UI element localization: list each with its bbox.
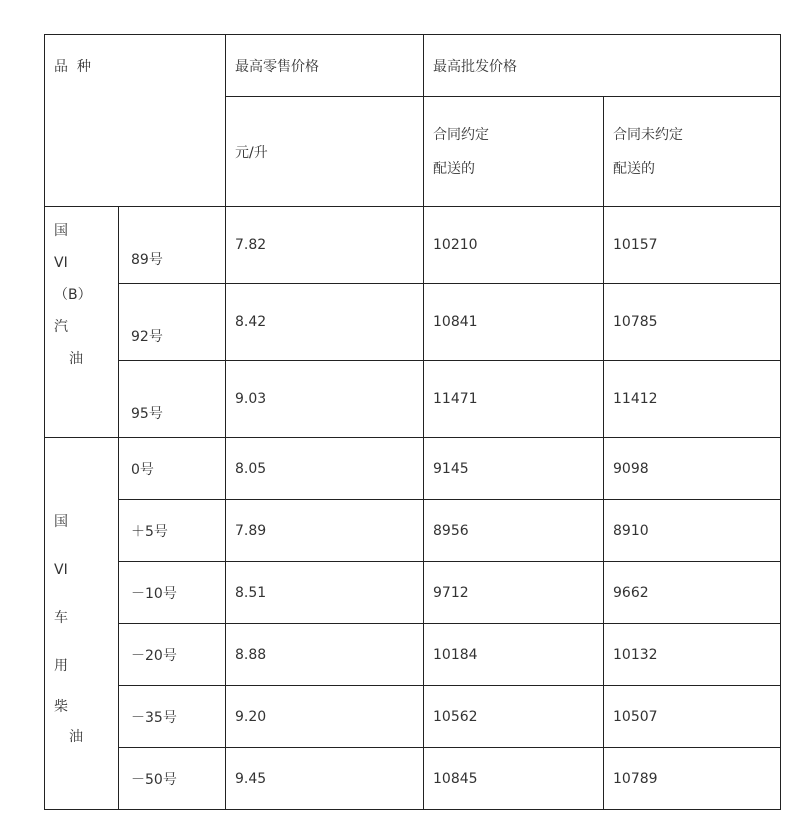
wholesale-not-agreed-cell: 10507 [604,686,781,748]
retail-price-cell: 9.45 [226,748,424,810]
grade-cell: 89号 [119,207,226,284]
grade-cell: －35号 [119,686,226,748]
wholesale-not-agreed-cell: 10132 [604,624,781,686]
header-contract-not-agreed: 合同未约定 配送的 [604,97,781,207]
wholesale-not-agreed-cell: 8910 [604,500,781,562]
grade-cell: 95号 [119,361,226,438]
wholesale-agreed-cell: 11471 [424,361,604,438]
retail-price-cell: 8.51 [226,562,424,624]
table-row [45,207,781,284]
header-row-1 [45,35,781,97]
retail-price-cell: 8.88 [226,624,424,686]
grade-cell: 0号 [119,438,226,500]
gasoline-type-label: 国 VI （B） 汽 油 [45,207,119,438]
wholesale-not-agreed-cell: 11412 [604,361,781,438]
table-row [45,624,781,686]
header-contract-agreed: 合同约定 配送的 [424,97,604,207]
wholesale-agreed-cell: 8956 [424,500,604,562]
wholesale-agreed-cell: 10562 [424,686,604,748]
wholesale-not-agreed-cell: 9098 [604,438,781,500]
wholesale-agreed-cell: 10184 [424,624,604,686]
wholesale-agreed-cell: 10845 [424,748,604,810]
table-row [45,748,781,810]
diesel-type-label: 国 VI 车 用 柴 油 [45,438,119,810]
wholesale-not-agreed-cell: 10785 [604,284,781,361]
retail-price-cell: 7.82 [226,207,424,284]
wholesale-not-agreed-cell: 10157 [604,207,781,284]
wholesale-agreed-cell: 10841 [424,284,604,361]
grade-cell: ＋5号 [119,500,226,562]
grade-cell: －50号 [119,748,226,810]
table-row [45,562,781,624]
header-unit: 元/升 [226,97,424,207]
header-variety: 品 种 [45,35,226,207]
fuel-price-table [44,34,781,810]
retail-price-cell: 8.05 [226,438,424,500]
retail-price-cell: 8.42 [226,284,424,361]
table-row [45,686,781,748]
table-row [45,438,781,500]
retail-price-cell: 9.20 [226,686,424,748]
wholesale-agreed-cell: 9145 [424,438,604,500]
table-row [45,361,781,438]
header-max-wholesale: 最高批发价格 [424,35,781,97]
grade-cell: －10号 [119,562,226,624]
wholesale-not-agreed-cell: 9662 [604,562,781,624]
table-row [45,500,781,562]
wholesale-not-agreed-cell: 10789 [604,748,781,810]
grade-cell: －20号 [119,624,226,686]
wholesale-agreed-cell: 10210 [424,207,604,284]
header-max-retail: 最高零售价格 [226,35,424,97]
grade-cell: 92号 [119,284,226,361]
table-row [45,284,781,361]
wholesale-agreed-cell: 9712 [424,562,604,624]
retail-price-cell: 7.89 [226,500,424,562]
retail-price-cell: 9.03 [226,361,424,438]
